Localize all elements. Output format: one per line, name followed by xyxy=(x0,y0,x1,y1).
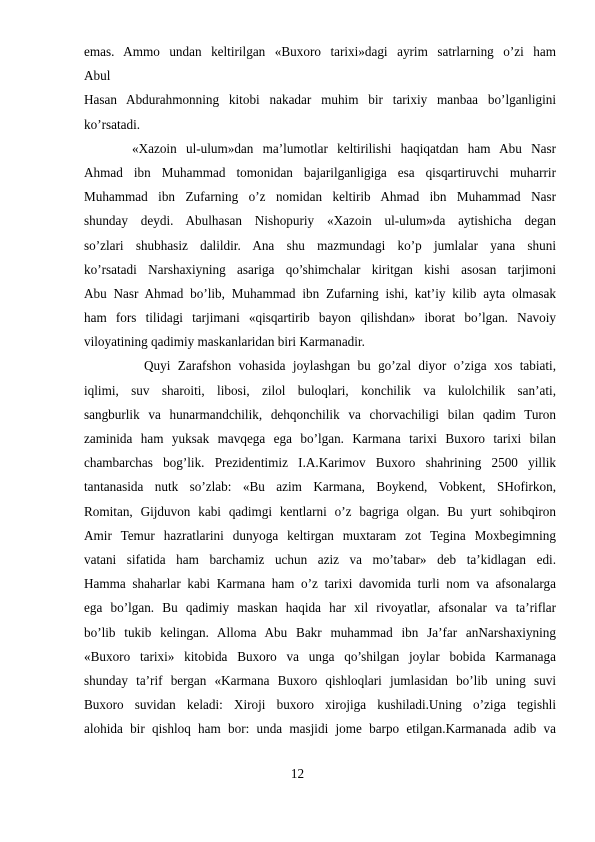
text-line: chambarchas bog’lik. Prezidentimiz I.A.Karimov Buxoro shahrining 2500 yillik xyxy=(84,455,556,471)
text-line: so’zlari shubhasiz dalildir. Ana shu mazmundagi ko’p jumlalar yana shuni xyxy=(84,237,556,253)
text-line: bo’lib tukib kelingan. Alloma Abu Bakr muhammad ibn Ja’far anNarshaxiyning xyxy=(84,624,556,640)
text-line: viloyatining qadimiy maskanlaridan biri Karmanadir. xyxy=(84,334,365,350)
text-line: Abu Nasr Ahmad bo’lib, Muhammad ibn Zufarning ishi, kat’iy kilib ayta olmasak xyxy=(84,285,556,301)
text-line: Buxoro suvidan keladi: Xiroji buxoro xirojiga kushiladi.Uning o’ziga tegishli xyxy=(84,697,556,713)
text-line: «Buxoro tarixi» kitobida Buxoro va unga qo’shilgan joylar bobida Karmanaga xyxy=(84,648,556,664)
text-line: Ahmad ibn Muhammad tomonidan bajarilganligiga esa qisqartiruvchi muharrir xyxy=(84,164,556,180)
text-line: «Xazoin ul-ulum»dan ma’lumotlar keltirilishi haqiqatdan ham Abu Nasr xyxy=(132,140,556,156)
text-line: Hasan Abdurahmonning kitobi nakadar muhim bir tarixiy manbaa bo’lganligini xyxy=(84,92,556,108)
text-line: Romitan, Gijduvon kabi qadimgi kentlarni o’z bagriga olgan. Bu yurt sohibqiron xyxy=(84,503,556,519)
text-line: ham fors tilidagi tarjimani «qisqartirib bayon qilishdan» iborat bo’lgan. Navoiy xyxy=(84,310,556,326)
text-line: Quyi Zarafshon vohasida joylashgan bu go’zal diyor o’ziga xos tabiati, xyxy=(144,358,556,374)
text-line: ega bo’lgan. Bu qadimiy maskan haqida har xil rivoyatlar, afsonalar va ta’riflar xyxy=(84,600,556,616)
text-line: vatani sifatida ham barchamiz uchun aziz va mo’tabar» deb ta’kidlagan edi. xyxy=(84,551,556,567)
text-line: Hamma shaharlar kabi Karmana ham o’z tarixi davomida turli nom va afsonalarga xyxy=(84,576,556,592)
text-line: shunday deydi. Abulhasan Nishopuriy «Xazoin ul-ulum»da aytishicha degan xyxy=(84,213,556,229)
page-number: 12 xyxy=(290,766,305,781)
text-line: iqlimi, suv sharoiti, libosi, zilol buloqlari, konchilik va kulolchilik san’ati, xyxy=(84,382,556,398)
text-line: Abul xyxy=(84,68,111,84)
body-text xyxy=(84,40,556,741)
text-line: zaminida ham yuksak mavqega ega bo’lgan. Karmana tarixi Buxoro tarixi bilan xyxy=(84,431,556,446)
text-line: tantanasida nutk so’zlab: «Bu azim Karmana, Boykend, Vobkent, SHofirkon, xyxy=(84,479,556,495)
text-line: alohida bir qishloq ham bor: unda masjidi jome barpo etilgan.Karmanada adib va xyxy=(84,721,556,737)
text-line: Muhammad ibn Zufarning o’z nomidan keltirib Ahmad ibn Muhammad Nasr xyxy=(84,189,556,205)
text-line: ko’rsatadi. xyxy=(84,116,141,132)
text-line: Amir Temur hazratlarini dunyoga keltirgan muxtaram zot Tegina Moxbegimning xyxy=(84,527,556,543)
text-line: shunday ta’rif bergan «Karmana Buxoro qishloqlari jumlasidan bo’lib uning suvi xyxy=(84,672,556,688)
text-line: sangburlik va hunarmandchilik, dehqonchilik va chorvachiligi bilan qadim Turon xyxy=(84,406,556,422)
text-line: ko’rsatadi Narshaxiyning asariga qo’shimchalar kiritgan kishi asosan tarjimoni xyxy=(84,261,556,277)
text-line: emas. Ammo undan keltirilgan «Buxoro tarixi»dagi ayrim satrlarning o’zi ham xyxy=(84,44,556,59)
